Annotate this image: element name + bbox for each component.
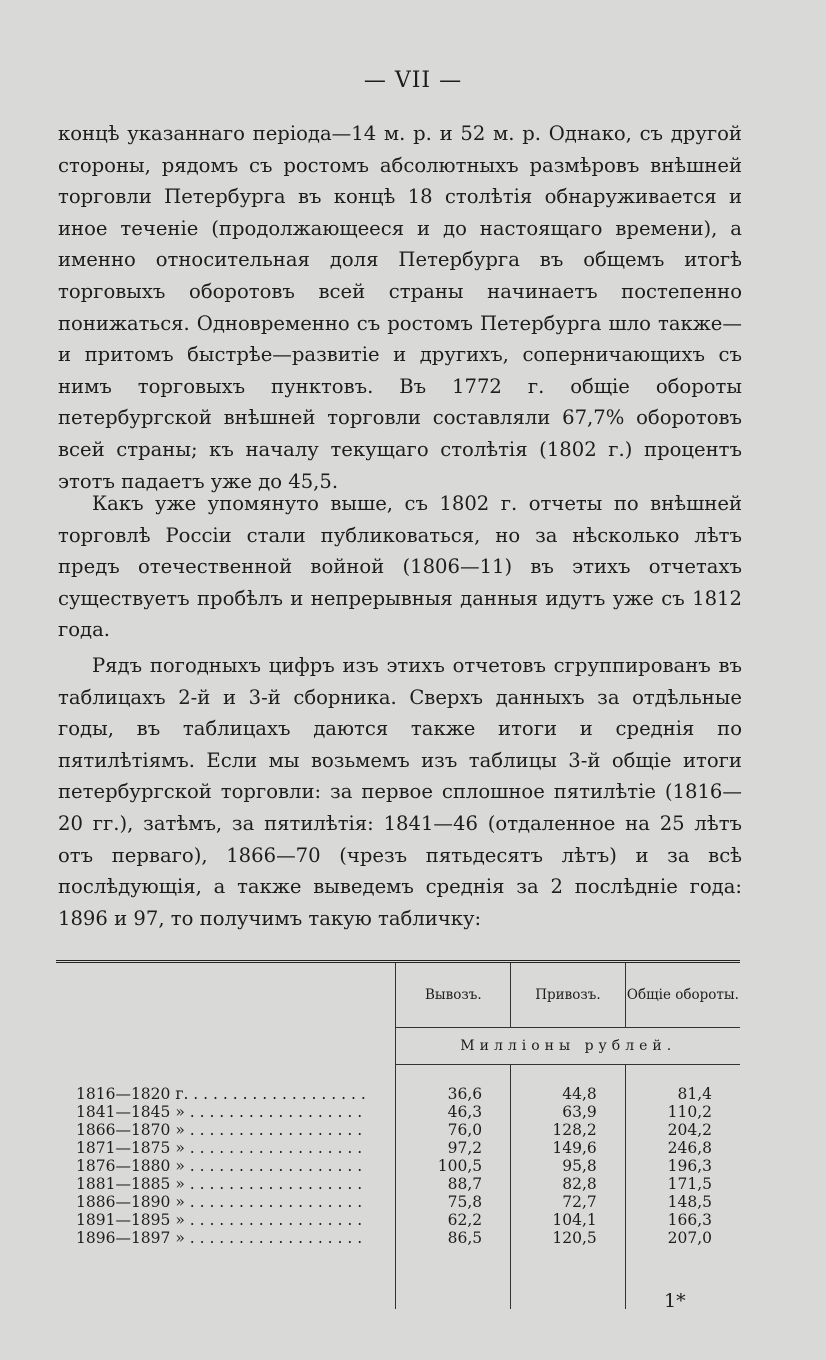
total-cell: 196,3: [625, 1157, 740, 1175]
trade-table: [56, 960, 740, 1288]
import-cell: 82,8: [511, 1175, 626, 1193]
import-cell: 63,9: [511, 1103, 626, 1121]
export-cell: 76,0: [396, 1121, 511, 1139]
total-header: Общіе обороты.: [625, 963, 740, 1028]
period-cell: 1876—1880 » . . . . . . . . . . . . . . . . . .: [76, 1157, 363, 1175]
total-cell: 110,2: [625, 1103, 740, 1121]
export-cell: 75,8: [396, 1193, 511, 1211]
table-row: [56, 1175, 740, 1193]
table-row: [56, 1157, 740, 1175]
paragraph-3: [58, 650, 742, 934]
period-cell: 1886—1890 » . . . . . . . . . . . . . . . . . .: [76, 1193, 363, 1211]
table-row: [56, 1085, 740, 1103]
period-cell: 1896—1897 » . . . . . . . . . . . . . . . . . .: [76, 1229, 363, 1247]
import-cell: 104,1: [511, 1211, 626, 1229]
export-cell: 100,5: [396, 1157, 511, 1175]
import-cell: 72,7: [511, 1193, 626, 1211]
table-row: [56, 1121, 740, 1139]
total-cell: 171,5: [625, 1175, 740, 1193]
export-cell: 46,3: [396, 1103, 511, 1121]
paragraph-2-text: Какъ уже упомянуто выше, съ 1802 г. отчеты по внѣшней торговлѣ Россіи стали публиковаться, но за нѣсколько лѣтъ предъ отечественной войной (1806—11) въ этихъ отчетахъ существуетъ пробѣлъ и непрерывныя данныя идутъ уже съ 1812 года.: [58, 492, 742, 642]
table-row: [56, 1103, 740, 1121]
total-cell: 207,0: [625, 1229, 740, 1247]
period-cell: 1816—1820 г. . . . . . . . . . . . . . . . . . .: [76, 1085, 366, 1103]
unit-label: Милліоны рублей.: [396, 1028, 740, 1065]
import-cell: 44,8: [511, 1085, 626, 1103]
period-cell: 1841—1845 » . . . . . . . . . . . . . . . . . .: [76, 1103, 363, 1121]
table-row: [56, 1193, 740, 1211]
export-cell: 97,2: [396, 1139, 511, 1157]
total-cell: 204,2: [625, 1121, 740, 1139]
import-cell: 95,8: [511, 1157, 626, 1175]
paragraph-1-text: концѣ указаннаго періода—14 м. р. и 52 м. р. Однако, съ другой стороны, рядомъ съ ростомъ абсолютныхъ размѣровъ внѣшней торговли Петербурга въ концѣ 18 столѣтія обнаруживается и иное теченіе (продолжающееся и до настоящаго времени), а именно относительная доля Петербурга въ общемъ итогѣ торговыхъ оборотовъ всей страны начинаетъ постепенно понижаться. Одновременно съ ростомъ Петербурга шло также—и притомъ быстрѣе—развитіе и другихъ, соперничающихъ съ нимъ торговыхъ пунктовъ. Въ 1772 г. общіе обороты петербургской внѣшней торговли составляли 67,7% оборотовъ всей страны; къ началу текущаго столѣтія (1802 г.) процентъ этотъ падаетъ уже до 45,5.: [58, 122, 742, 493]
export-cell: 62,2: [396, 1211, 511, 1229]
total-cell: 166,3: [625, 1211, 740, 1229]
period-cell: 1891—1895 » . . . . . . . . . . . . . . . . . .: [76, 1211, 363, 1229]
export-header: Вывозъ.: [396, 963, 511, 1028]
table-row: [56, 1211, 740, 1229]
export-cell: 88,7: [396, 1175, 511, 1193]
paragraph-2: [58, 488, 742, 646]
total-cell: 246,8: [625, 1139, 740, 1157]
export-cell: 36,6: [396, 1085, 511, 1103]
export-cell: 86,5: [396, 1229, 511, 1247]
import-header: Привозъ.: [511, 963, 626, 1028]
import-cell: 120,5: [511, 1229, 626, 1247]
period-cell: 1866—1870 » . . . . . . . . . . . . . . . . . .: [76, 1121, 363, 1139]
period-cell: 1871—1875 » . . . . . . . . . . . . . . . . . .: [76, 1139, 363, 1157]
import-cell: 128,2: [511, 1121, 626, 1139]
page-number: — VII —: [363, 68, 463, 93]
table-row: [56, 1229, 740, 1247]
table-row: [56, 1139, 740, 1157]
total-cell: 81,4: [625, 1085, 740, 1103]
paragraph-3-text: Рядъ погодныхъ цифръ изъ этихъ отчетовъ сгруппированъ въ таблицахъ 2-й и 3-й сборника. Сверхъ данныхъ за отдѣльные годы, въ таблицахъ даются также итоги и среднія по пятилѣтіямъ. Если мы возьмемъ изъ таблицы 3-й общіе итоги петербургской торговли: за первое сплошное пятилѣтіе (1816—20 гг.), затѣмъ, за пятилѣтія: 1841—46 (отдаленное на 25 лѣтъ отъ перваго), 1866—70 (чрезъ пятьдесятъ лѣтъ) и за всѣ послѣдующія, а также выведемъ среднія за 2 послѣдніе года: 1896 и 97, то получимъ такую табличку:: [58, 654, 742, 930]
period-cell: 1881—1885 » . . . . . . . . . . . . . . . . . .: [76, 1175, 363, 1193]
paragraph-1: [58, 118, 742, 497]
period-header: [56, 963, 396, 1028]
signature-mark: 1*: [664, 1290, 686, 1312]
import-cell: 149,6: [511, 1139, 626, 1157]
total-cell: 148,5: [625, 1193, 740, 1211]
